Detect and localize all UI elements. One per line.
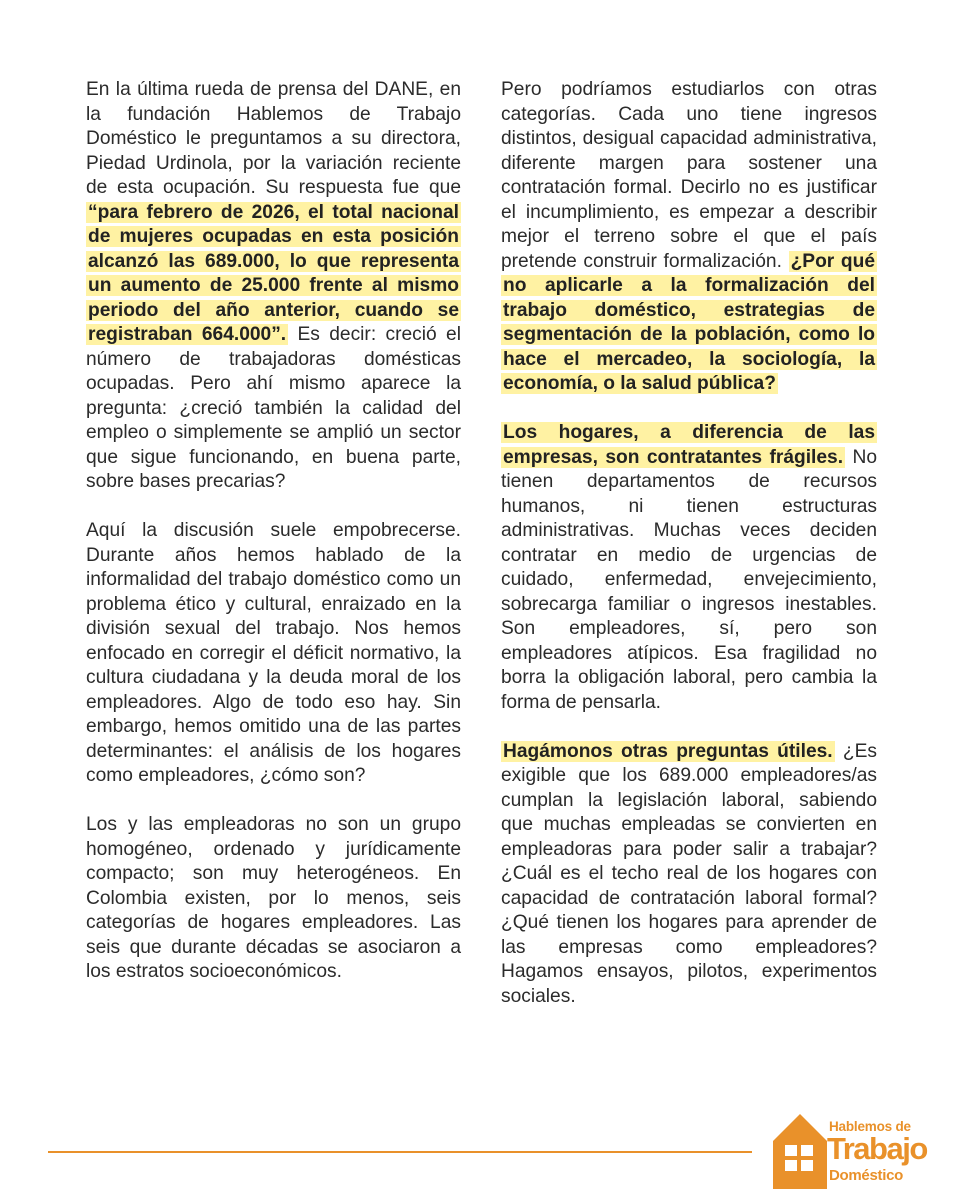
- highlighted-question: ¿Por qué no aplicarle a la formalización del trabajo doméstico, estrategias de segmentación de la población, como lo hace el mercadeo, la sociología, la economía, o la salud pública?: [503, 250, 876, 394]
- footer-divider: [48, 1151, 752, 1153]
- paragraph-dane-question: [86, 78, 461, 495]
- text: Pero podríamos estudiarlos con otras categorías. Cada uno tiene ingresos distintos, desigual capacidad administrativa, diferente margen para sostener una contratación formal. Decirlo no es justificar el incumplimiento, es empezar a describir mejor el terreno sobre el que el país pretende construir formalización.: [501, 79, 877, 272]
- text: En la última rueda de prensa del DANE, en la fundación Hablemos de Trabajo Doméstico le preguntamos a su directora, Piedad Urdinola, por la variación reciente de esta ocupación. Su respuesta fue que: [86, 79, 461, 198]
- paragraph-employer-categories: Los y las empleadoras no son un grupo homogéneo, ordenado y jurídicamente compacto; son muy heterogéneos. En Colombia existen, por lo menos, seis categorías de hogares empleadores. Las seis que durante décadas se asociaron a los estratos socioeconómicos.: [86, 814, 461, 982]
- text: Es decir: creció el número de trabajadoras domésticas ocupadas. Pero ahí mismo aparece la pregunta: ¿creció también la calidad del empleo o simplemente se amplió un sector que sigue funcionando, en buena parte, sobre bases precarias?: [86, 324, 461, 492]
- logo-line-1: Hablemos de: [829, 1119, 911, 1134]
- logo-line-3: Doméstico: [829, 1167, 903, 1184]
- brand-logo: [772, 1111, 932, 1191]
- right-column: [501, 78, 877, 1034]
- text: ¿Es exigible que los 689.000 empleadores/as cumplan la legislación laboral, sabiendo que muchas empleadas se convierten en empleadoras para poder salir a trabajar? ¿Cuál es el techo real de los hogares con capacidad de contratación laboral formal? ¿Qué tienen los hogares para aprender de las empresas como empleadores? Hagamos ensayos, pilotos, experimentos sociales.: [501, 740, 877, 1007]
- highlighted-heading: Hagámonos otras preguntas útiles.: [503, 740, 833, 762]
- logo-line-2: Trabajo: [827, 1131, 927, 1166]
- paragraph-fragile-households: [501, 421, 877, 715]
- left-column: [86, 78, 461, 1009]
- paragraph-discussion: Aquí la discusión suele empobrecerse. Durante años hemos hablado de la informalidad del trabajo doméstico como un problema ético y cultural, enraizado en la división sexual del trabajo. Nos hemos enfocado en corregir el déficit normativo, la cultura ciudadana y la deuda moral de los empleadores. Algo de todo eso hay. Sin embargo, hemos omitido una de las partes determinantes: el análisis de los hogares como empleadores, ¿cómo son?: [86, 520, 461, 786]
- house-icon: [772, 1111, 828, 1191]
- highlighted-statement: Los hogares, a diferencia de las empresas, son contratantes frágiles.: [503, 422, 875, 468]
- paragraph-useful-questions: [501, 740, 877, 1010]
- text: No tienen departamentos de recursos humanos, ni tienen estructuras administrativas. Muchas veces deciden contratar en medio de urgencias de cuidado, enfermedad, envejecimiento, sobrecarga familiar o ingresos inestables. Son empleadores, sí, pero son empleadores atípicos. Esa fragilidad no borra la obligación laboral, pero cambia la forma de pensarla.: [501, 446, 877, 713]
- highlighted-quote: “para febrero de 2026, el total nacional de mujeres ocupadas en esta posición alcanzó las 689.000, lo que representa un aumento de 25.000 frente al mismo periodo del año anterior, cuando se registraban 664.000”.: [88, 201, 459, 345]
- paragraph-segmentation: [501, 78, 877, 397]
